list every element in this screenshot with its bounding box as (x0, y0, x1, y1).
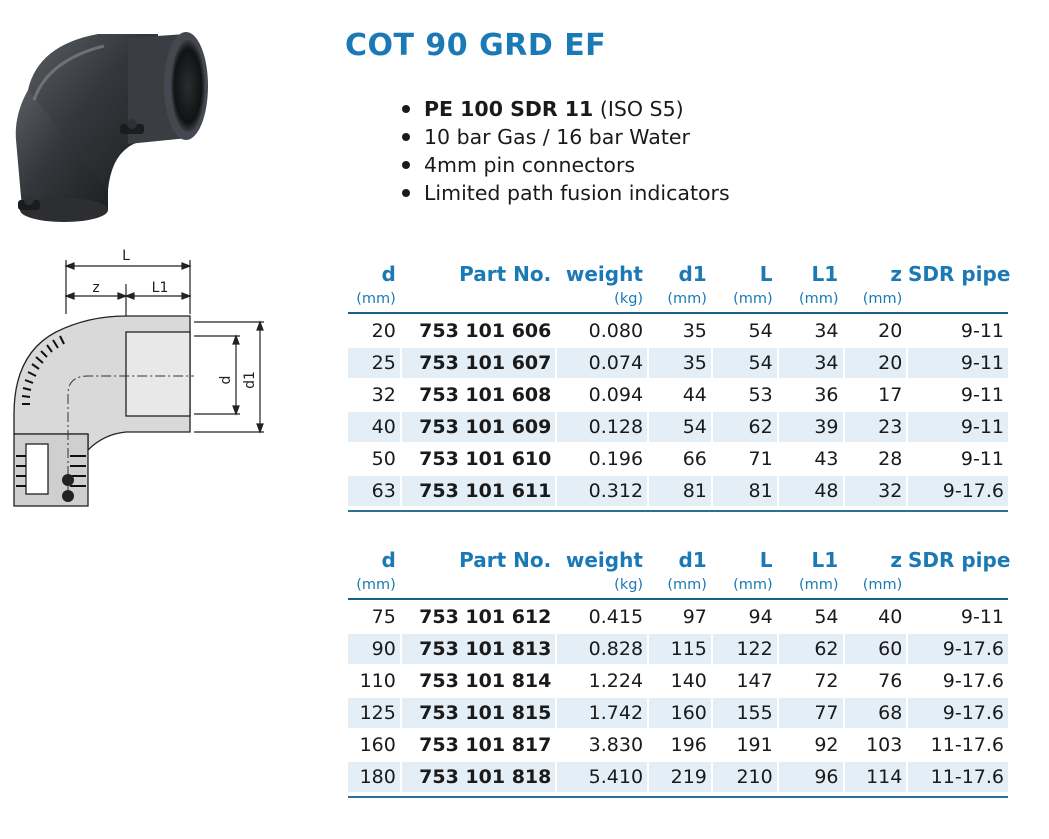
header-weight: weight (565, 548, 643, 572)
header-l1: L1 (811, 548, 839, 572)
cell-d1: 44 (682, 384, 707, 406)
unit-d: (mm) (356, 291, 396, 307)
cell-z: 60 (845, 634, 907, 664)
cell-l: 155 (713, 698, 777, 728)
parts-table-2 (348, 540, 1011, 798)
table-header (348, 540, 1011, 572)
cell-sdr-pipe: 9-17.6 (908, 634, 1008, 664)
table-row (348, 412, 1008, 442)
cell-l1: 54 (814, 606, 839, 628)
cell-weight: 1.224 (588, 670, 644, 692)
drawing-label-L: L (122, 248, 130, 264)
header-part-no: Part No. (459, 548, 552, 572)
cell-part-no: 753 101 612 (419, 606, 552, 628)
header-d: d (381, 548, 396, 572)
cell-l: 53 (748, 384, 773, 406)
header-l1: L1 (811, 262, 839, 286)
cell-z: 114 (845, 762, 907, 792)
cell-part-no: 753 101 606 (419, 320, 552, 342)
cell-weight: 0.196 (588, 448, 644, 470)
cell-d: 40 (348, 412, 400, 442)
cell-sdr-pipe: 11-17.6 (908, 762, 1008, 792)
cell-weight: 0.415 (588, 606, 644, 628)
header-d1: d1 (678, 262, 707, 286)
unit-z: (mm) (862, 577, 903, 593)
cell-part-no: 753 101 609 (402, 412, 556, 442)
cell-part-no: 753 101 815 (402, 698, 556, 728)
cell-sdr-pipe: 9-11 (908, 348, 1008, 378)
product-title: COT 90 GRD EF (345, 28, 607, 63)
cell-l1: 34 (814, 320, 839, 342)
bullet-icon (402, 105, 410, 113)
unit-d1: (mm) (667, 577, 707, 593)
feature-list (400, 95, 730, 207)
parts-table-1 (348, 254, 1011, 512)
cell-d: 32 (371, 384, 396, 406)
cell-sdr-pipe: 11-17.6 (930, 734, 1005, 756)
cell-d1: 219 (649, 762, 711, 792)
cell-d1: 196 (670, 734, 707, 756)
cell-l: 147 (736, 670, 773, 692)
cell-d: 20 (371, 320, 396, 342)
cell-sdr-pipe: 9-17.6 (908, 476, 1008, 506)
unit-weight: (kg) (614, 291, 644, 307)
table-rule-top (348, 312, 1008, 314)
feature-text: Limited path fusion indicators (424, 181, 730, 205)
cell-d: 110 (359, 670, 396, 692)
header-d1: d1 (678, 548, 707, 572)
cell-part-no: 753 101 814 (419, 670, 552, 692)
dimension-drawing (8, 244, 278, 514)
cell-z: 68 (845, 698, 907, 728)
cell-weight: 3.830 (588, 734, 644, 756)
cell-l1: 62 (779, 634, 843, 664)
cell-d: 160 (359, 734, 396, 756)
cell-d: 75 (371, 606, 396, 628)
cell-l: 54 (748, 320, 773, 342)
header-sdr-pipe: SDR pipe (908, 262, 1011, 286)
drawing-label-d: d (218, 375, 234, 385)
cell-sdr-pipe: 9-11 (960, 448, 1005, 470)
cell-z: 32 (845, 476, 907, 506)
cell-l1: 39 (779, 412, 843, 442)
table-header (348, 254, 1011, 286)
feature-item (400, 95, 730, 123)
cell-l1: 43 (814, 448, 839, 470)
table-rule-top (348, 598, 1008, 600)
cell-z: 23 (845, 412, 907, 442)
cell-d1: 35 (649, 348, 711, 378)
cell-z: 76 (878, 670, 903, 692)
cell-d: 180 (348, 762, 400, 792)
feature-text: 10 bar Gas / 16 bar Water (424, 125, 690, 149)
cell-d: 25 (348, 348, 400, 378)
cell-d: 90 (348, 634, 400, 664)
cell-part-no: 753 101 610 (419, 448, 552, 470)
unit-z: (mm) (862, 291, 903, 307)
cell-l1: 96 (779, 762, 843, 792)
drawing-label-z: z (92, 280, 100, 296)
table-row (348, 634, 1008, 664)
feature-item (400, 151, 730, 179)
cell-l1: 34 (779, 348, 843, 378)
feature-item (400, 123, 730, 151)
cell-l1: 77 (779, 698, 843, 728)
cell-part-no: 753 101 611 (402, 476, 556, 506)
header-l: L (759, 262, 773, 286)
header-weight: weight (565, 262, 643, 286)
cell-d: 125 (348, 698, 400, 728)
cell-d1: 140 (670, 670, 707, 692)
cell-sdr-pipe: 9-11 (960, 384, 1005, 406)
header-z: z (890, 548, 902, 572)
cell-d: 50 (371, 448, 396, 470)
header-sdr-pipe: SDR pipe (908, 548, 1011, 572)
feature-text: 4mm pin connectors (424, 153, 636, 177)
cell-weight: 5.410 (557, 762, 647, 792)
cell-z: 28 (878, 448, 903, 470)
cell-l1: 48 (779, 476, 843, 506)
cell-z: 103 (866, 734, 903, 756)
header-part-no: Part No. (459, 262, 552, 286)
cell-l: 122 (713, 634, 777, 664)
bullet-icon (402, 161, 410, 169)
cell-sdr-pipe: 9-11 (908, 412, 1008, 442)
feature-bold: PE 100 SDR 11 (424, 97, 594, 121)
table-row (348, 698, 1008, 728)
cell-d1: 35 (682, 320, 707, 342)
cell-d1: 66 (682, 448, 707, 470)
cell-sdr-pipe: 9-17.6 (908, 698, 1008, 728)
cell-sdr-pipe: 9-11 (960, 320, 1005, 342)
table-rule-bottom (348, 796, 1008, 798)
unit-l1: (mm) (798, 291, 839, 307)
drawing-label-d1: d1 (242, 371, 258, 389)
cell-part-no: 753 101 607 (402, 348, 556, 378)
cell-weight: 0.128 (557, 412, 647, 442)
cell-l: 94 (748, 606, 773, 628)
header-z: z (890, 262, 902, 286)
cell-part-no: 753 101 817 (419, 734, 552, 756)
table-row (348, 476, 1008, 506)
cell-l: 62 (713, 412, 777, 442)
cell-weight: 1.742 (557, 698, 647, 728)
unit-l: (mm) (733, 577, 773, 593)
header-d: d (381, 262, 396, 286)
cell-l: 210 (713, 762, 777, 792)
table-row (348, 730, 1008, 760)
cell-sdr-pipe: 9-11 (960, 606, 1005, 628)
cell-z: 17 (878, 384, 903, 406)
bullet-icon (402, 133, 410, 141)
cell-d1: 160 (649, 698, 711, 728)
cell-z: 20 (878, 320, 903, 342)
unit-d: (mm) (356, 577, 396, 593)
drawing-label-L1: L1 (151, 280, 169, 296)
unit-l1: (mm) (798, 577, 839, 593)
cell-z: 40 (878, 606, 903, 628)
cell-weight: 0.828 (557, 634, 647, 664)
bullet-icon (402, 189, 410, 197)
cell-part-no: 753 101 818 (402, 762, 556, 792)
cell-part-no: 753 101 813 (402, 634, 556, 664)
cell-z: 20 (845, 348, 907, 378)
cell-d1: 81 (649, 476, 711, 506)
cell-l: 71 (748, 448, 773, 470)
table-row (348, 444, 1008, 474)
feature-item (400, 179, 730, 207)
cell-weight: 0.094 (588, 384, 644, 406)
cell-d: 63 (348, 476, 400, 506)
cell-l1: 36 (814, 384, 839, 406)
unit-d1: (mm) (667, 291, 707, 307)
table-units (348, 572, 1008, 598)
cell-weight: 0.312 (557, 476, 647, 506)
cell-l: 54 (713, 348, 777, 378)
table-units (348, 286, 1008, 312)
cell-weight: 0.074 (557, 348, 647, 378)
cell-l: 191 (736, 734, 773, 756)
unit-l: (mm) (733, 291, 773, 307)
table-row (348, 666, 1008, 696)
cell-d1: 97 (682, 606, 707, 628)
cell-weight: 0.080 (588, 320, 644, 342)
header-l: L (759, 548, 773, 572)
cell-part-no: 753 101 608 (419, 384, 552, 406)
cell-l1: 72 (814, 670, 839, 692)
table-row (348, 762, 1008, 792)
feature-text: (ISO S5) (593, 97, 684, 121)
table-rule-bottom (348, 510, 1008, 512)
table-row (348, 316, 1008, 346)
cell-d1: 54 (649, 412, 711, 442)
cell-l: 81 (713, 476, 777, 506)
cell-sdr-pipe: 9-17.6 (942, 670, 1005, 692)
cell-d1: 115 (649, 634, 711, 664)
table-row (348, 380, 1008, 410)
table-row (348, 602, 1008, 632)
table-row (348, 348, 1008, 378)
unit-weight: (kg) (614, 577, 644, 593)
cell-l1: 92 (814, 734, 839, 756)
product-photo (8, 20, 218, 225)
